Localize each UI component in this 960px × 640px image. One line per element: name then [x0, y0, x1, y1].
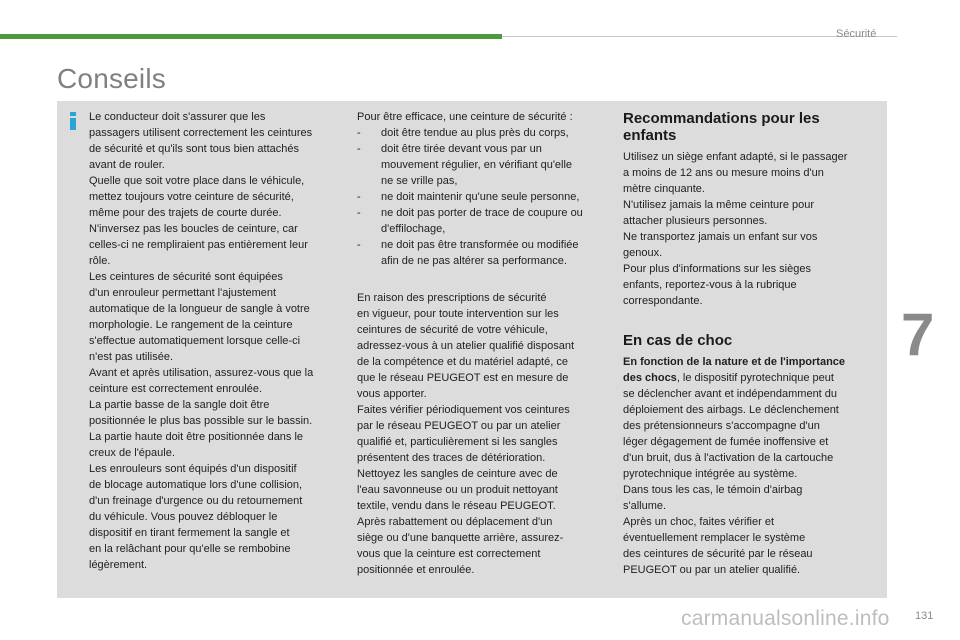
- header-accent-bar: [0, 34, 502, 39]
- page-title: Conseils: [57, 63, 166, 94]
- chapter-number: 7: [901, 301, 935, 368]
- choc-text: En fonction de la nature et de l'importance des chocs, le dispositif pyrotechnique peut se déclencher avant et indépendamment du déploiement des airbags. Le déclenchement des prétensionneurs s'accompagne d'un léger dégagement de fumée inoffensive et d'un bruit, dus à l'activation de la cartouche pyrotechnique intégrée au système. Dans tous les cas, le témoin d'airbag s'allume. Après un choc, faites vérifier et éventuellement remplacer le système des ceintures de sécurité par le réseau PEUGEOT ou par un atelier qualifié.: [623, 356, 846, 576]
- choc-heading: En cas de choc: [623, 332, 733, 349]
- page-number: 131: [915, 610, 934, 622]
- list-item: - doit être tendue au plus près du corps,: [357, 127, 569, 139]
- list-item: - ne doit maintenir qu'une seule personne,: [357, 191, 580, 203]
- watermark: carmanualsonline.info: [681, 607, 890, 630]
- col1-text: Le conducteur doit s'assurer que les passagers utilisent correctement les ceintures de sécurité et qu'ils sont tous bien attachés avant de rouler. Quelle que soit votre place dans le véhicule, mettez toujours votre ceinture de sécurité, même pour des trajets de courte durée. N'inversez pas les boucles de ceinture, car celles-ci ne rempliraient pas entièrement leur rôle. Les ceintures de sécurité sont équipées d'un enrouleur permettant l'ajustement automatique de la longueur de sangle à votre morphologie. Le rangement de la ceinture s'effectue automatiquement lorsque celle-ci n'est pas utilisée. Avant et après utilisation, assurez-vous que la ceinture est correctement enroulée. La partie basse de la sangle doit être positionnée le plus bas possible sur le bassin. La partie haute doit être positionnée dans le creux de l'épaule. Les enrouleurs sont équipés d'un dispositif de blocage automatique lors d'une collision, d'un freinage d'urgence ou du retournement du véhicule. Vous pouvez débloquer le dispositif en tirant fermement la sangle et en la relâchant pour qu'elle se rembobine légèrement.: [89, 111, 314, 571]
- recs-heading: Recommandations pour les enfants: [623, 110, 820, 144]
- section-label: Sécurité: [836, 28, 877, 40]
- recs-text: Utilisez un siège enfant adapté, si le passager a moins de 12 ans ou mesure moins d'un mètre cinquante. N'utilisez jamais la même ceinture pour attacher plusieurs personnes. Ne transportez jamais un enfant sur vos genoux. Pour plus d'informations sur les sièges enfants, reportez-vous à la rubrique correspondante.: [623, 151, 848, 307]
- col2-list: [357, 109, 609, 269]
- info-icon: [67, 112, 79, 130]
- list-intro: Pour être efficace, une ceinture de sécurité :: [357, 111, 573, 123]
- list-item: - ne doit pas être transformée ou modifiée afin de ne pas altérer sa performance.: [357, 239, 579, 267]
- list-item: - doit être tirée devant vous par un mouvement régulier, en vérifiant qu'elle ne se vrille pas,: [357, 143, 573, 187]
- col2-paragraph: En raison des prescriptions de sécurité en vigueur, pour toute intervention sur les ceintures de sécurité de votre véhicule, adressez-vous à un atelier qualifié disposant de la compétence et du matériel adapté, ce que le réseau PEUGEOT est en mesure de vous apporter. Faites vérifier périodiquement vos ceintures par le réseau PEUGEOT ou par un atelier qualifié et, particulièrement si les sangles présentent des traces de détérioration. Nettoyez les sangles de ceinture avec de l'eau savonneuse ou un produit nettoyant textile, vendu dans le réseau PEUGEOT. Après rabattement ou déplacement d'un siège ou d'une banquette arrière, assurez- vous que la ceinture est correctement positionnée et enroulée.: [357, 292, 575, 576]
- list-item: - ne doit pas porter de trace de coupure ou d'effilochage,: [357, 207, 583, 235]
